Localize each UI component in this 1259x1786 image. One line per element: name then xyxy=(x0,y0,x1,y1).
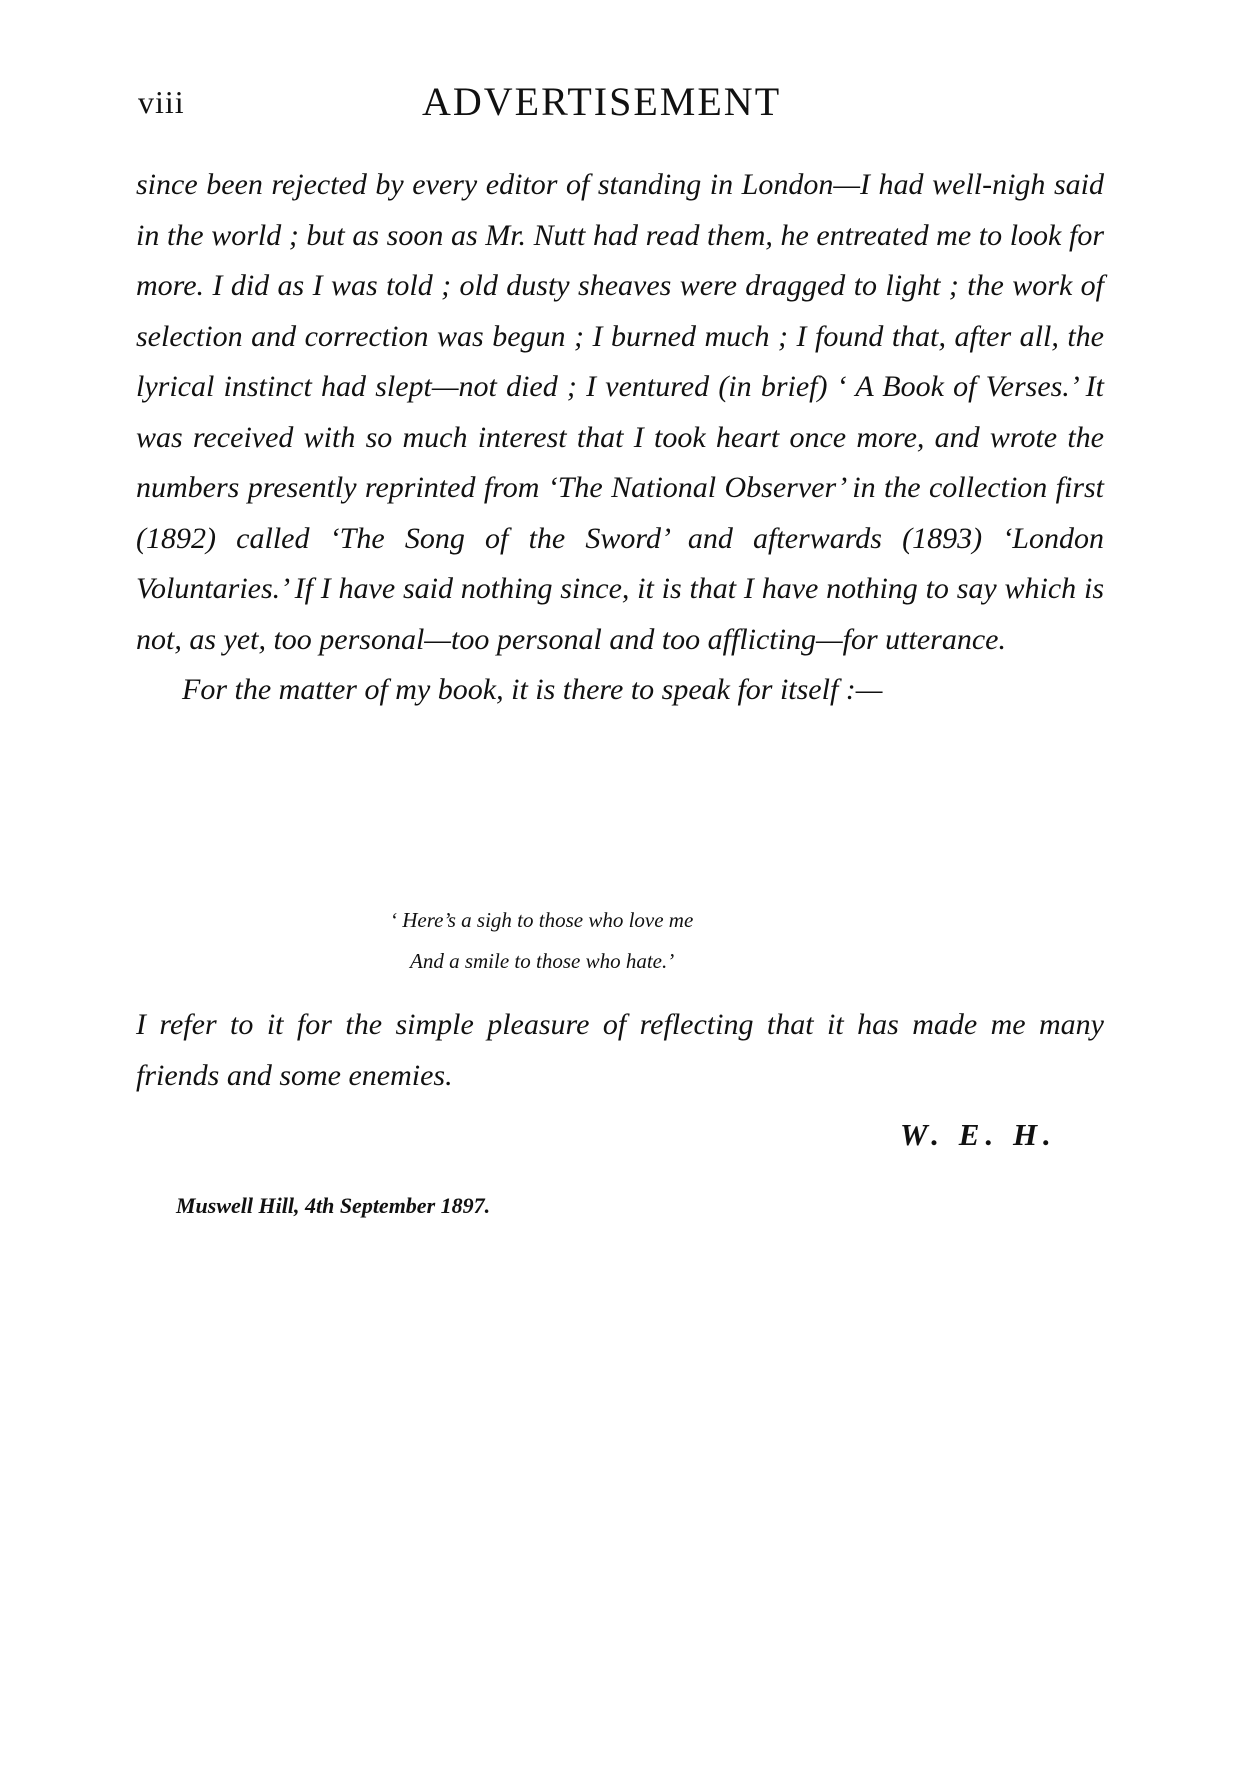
epigraph-quote xyxy=(390,900,693,982)
quote-line-2: And a smile to those who hate.’ xyxy=(410,949,675,973)
running-head: ADVERTISEMENT xyxy=(422,79,782,124)
page-header xyxy=(138,78,1118,138)
quote-line-1: ‘ Here’s a sigh to those who love me xyxy=(390,908,694,932)
place-and-date: Muswell Hill, 4th September 1897. xyxy=(176,1193,491,1218)
paragraph-1: since been rejected by every editor of standing in London—I had well-nigh said in the world ; but as soon as Mr. Nutt had read them, he entreated me to look for more. I did as I was told ; old dusty sheaves were dragged to light ; the work of selection and correction was begun ; I burned much ; I found that, after all, the lyrical instinct had slept—not died ; I ventured (in brief) ‘ A Book of Verses.’ It was received with so much interest that I took heart once more, and wrote the numbers presently reprinted from ‘The National Observer’ in the collection first (1892) called ‘The Song of the Sword’ and afterwards (1893) ‘London Voluntaries.’ If I have said nothing since, it is that I have nothing to say which is not, as yet, too personal—too personal and too afflicting—for utterance. xyxy=(136,168,1104,656)
body-text xyxy=(136,160,1104,716)
closing-paragraph: I refer to it for the simple pleasure of reflecting that it has made me many friends and some enemies. xyxy=(136,1008,1104,1092)
author-initials: W. E. H. xyxy=(900,1117,1057,1152)
page-number: viii xyxy=(138,84,185,120)
paragraph-2: For the matter of my book, it is there to speak for itself :— xyxy=(182,673,883,706)
